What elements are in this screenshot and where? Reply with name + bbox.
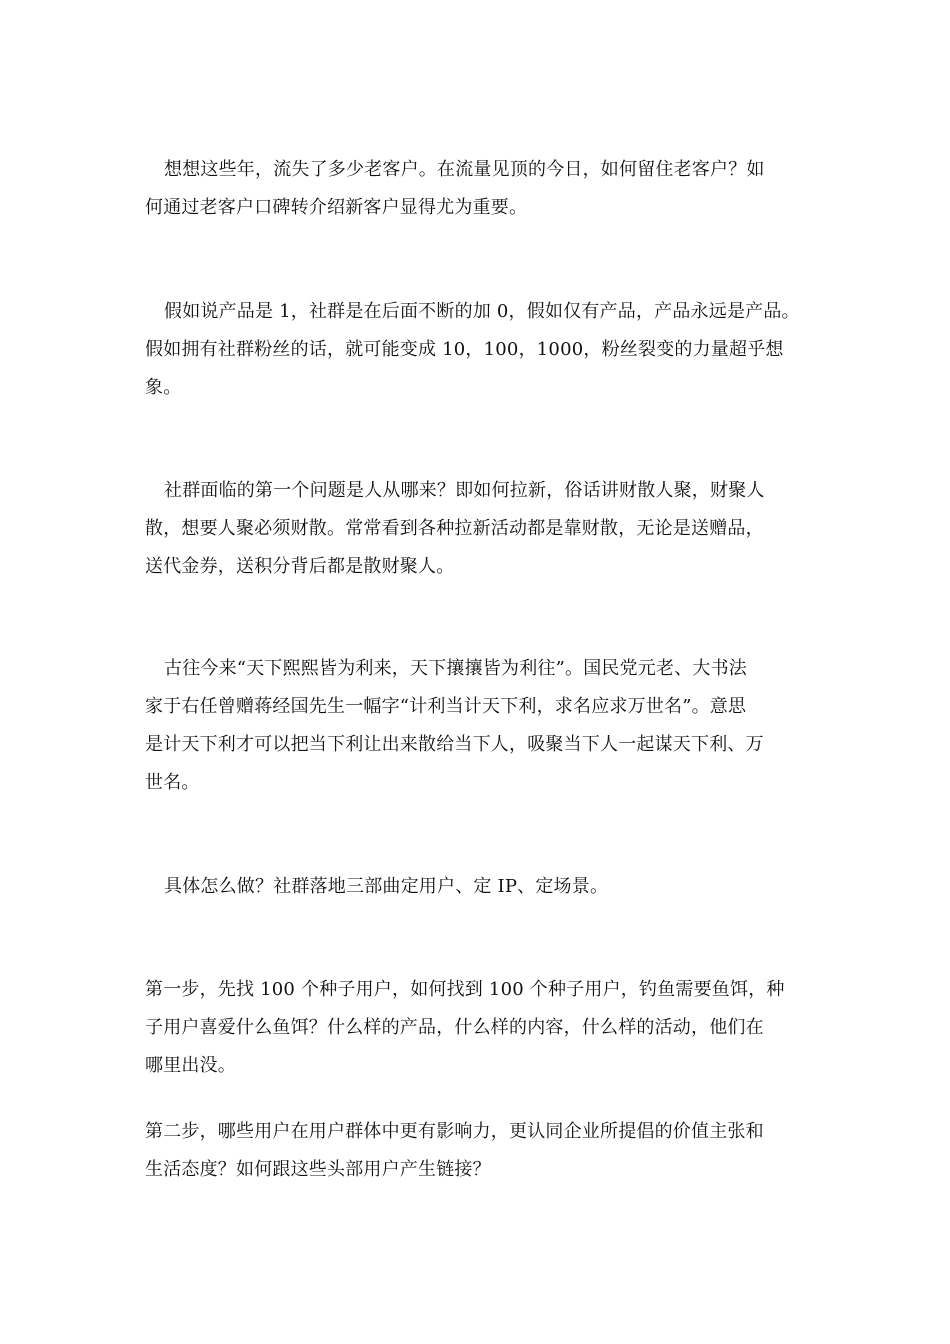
paragraph-3-line-1: 社群面临的第一个问题是人从哪来？即如何拉新，俗话讲财散人聚，财聚人	[164, 480, 765, 501]
paragraph-4-line-1: 古往今来“天下熙熙皆为利来，天下攘攘皆为利往”。国民党元老、大书法	[164, 658, 748, 679]
paragraph-1-line-1: 想想这些年，流失了多少老客户。在流量见顶的今日，如何留住老客户？如	[164, 159, 765, 180]
paragraph-7-line-1: 第二步，哪些用户在用户群体中更有影响力，更认同企业所提倡的价值主张和	[145, 1121, 764, 1142]
paragraph-5-line-1: 具体怎么做？社群落地三部曲定用户、定 IP、定场景。	[164, 876, 609, 897]
paragraph-1-line-2: 何通过老客户口碑转介绍新客户显得尤为重要。	[145, 197, 528, 218]
paragraph-2-line-1: 假如说产品是 1，社群是在后面不断的加 0，假如仅有产品，产品永远是产品。	[164, 301, 800, 322]
paragraph-3-line-3: 送代金券，送积分背后都是散财聚人。	[145, 556, 455, 577]
paragraph-6-line-2: 子用户喜爱什么鱼饵？什么样的产品，什么样的内容，什么样的活动，他们在	[145, 1017, 764, 1038]
paragraph-6-line-1: 第一步，先找 100 个种子用户，如何找到 100 个种子用户，钓鱼需要鱼饵，种	[145, 979, 785, 1000]
paragraph-4-line-3: 是计天下利才可以把当下利让出来散给当下人，吸聚当下人一起谋天下利、万	[145, 734, 764, 755]
paragraph-2-line-2: 假如拥有社群粉丝的话，就可能变成 10，100，1000，粉丝裂变的力量超乎想	[145, 339, 784, 360]
paragraph-2-line-3: 象。	[145, 377, 182, 398]
paragraph-4-line-4: 世名。	[145, 772, 200, 793]
paragraph-6-line-3: 哪里出没。	[145, 1055, 236, 1076]
paragraph-3-line-2: 散，想要人聚必须财散。常常看到各种拉新活动都是靠财散，无论是送赠品，	[145, 518, 764, 539]
paragraph-7-line-2: 生活态度？如何跟这些头部用户产生链接？	[145, 1159, 491, 1180]
paragraph-4-line-2: 家于右任曾赠蒋经国先生一幅字“计利当计天下利，求名应求万世名”。意思	[145, 696, 747, 717]
